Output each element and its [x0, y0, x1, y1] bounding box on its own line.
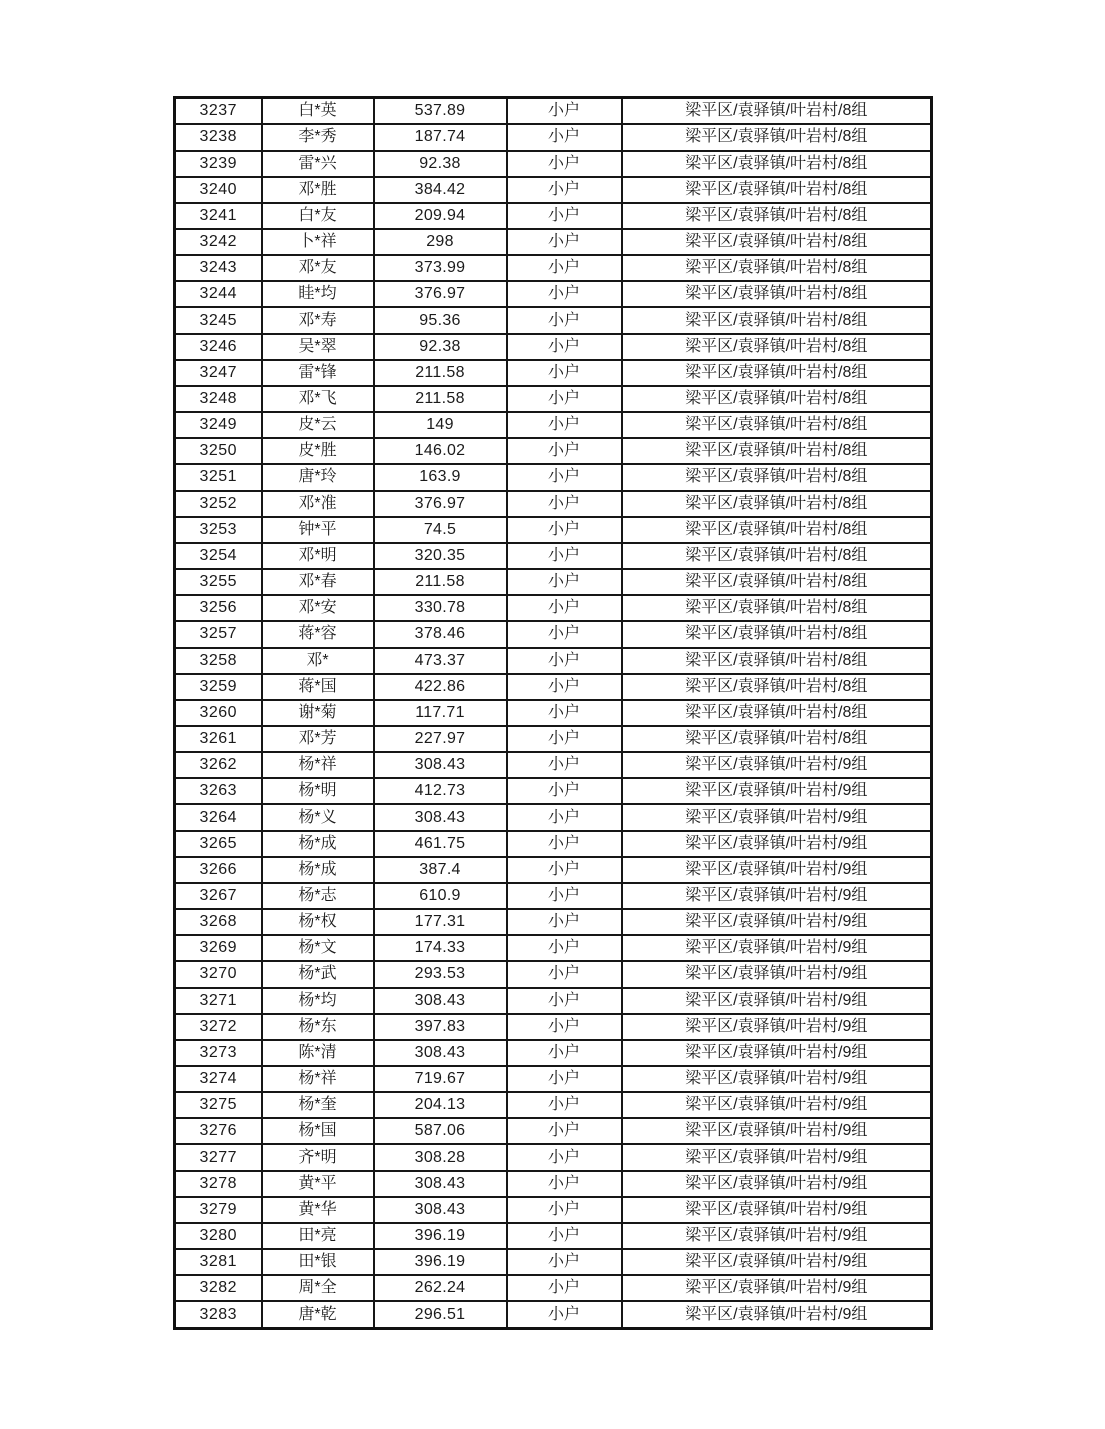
- table-row: [175, 229, 932, 255]
- cell-serial-number: 3281: [175, 1249, 262, 1275]
- cell-masked-name: 杨*明: [262, 778, 374, 804]
- cell-household-type: 小户: [507, 386, 622, 412]
- cell-masked-name: 吴*翠: [262, 334, 374, 360]
- cell-area-value: 378.46: [374, 621, 507, 647]
- table-row: [175, 255, 932, 281]
- cell-household-type: 小户: [507, 648, 622, 674]
- cell-household-type: 小户: [507, 491, 622, 517]
- cell-masked-name: 邓*春: [262, 569, 374, 595]
- table-row: [175, 491, 932, 517]
- cell-serial-number: 3240: [175, 177, 262, 203]
- cell-address: 梁平区/袁驿镇/叶岩村/9组: [622, 1092, 932, 1118]
- cell-address: 梁平区/袁驿镇/叶岩村/8组: [622, 726, 932, 752]
- table-row: [175, 857, 932, 883]
- cell-address: 梁平区/袁驿镇/叶岩村/9组: [622, 961, 932, 987]
- table-row: [175, 778, 932, 804]
- cell-area-value: 308.43: [374, 1040, 507, 1066]
- cell-masked-name: 杨*东: [262, 1014, 374, 1040]
- cell-masked-name: 杨*国: [262, 1118, 374, 1144]
- cell-household-type: 小户: [507, 1171, 622, 1197]
- cell-serial-number: 3274: [175, 1066, 262, 1092]
- cell-masked-name: 黄*平: [262, 1171, 374, 1197]
- table-row: [175, 151, 932, 177]
- cell-masked-name: 邓*飞: [262, 386, 374, 412]
- cell-household-type: 小户: [507, 517, 622, 543]
- cell-area-value: 396.19: [374, 1223, 507, 1249]
- cell-address: 梁平区/袁驿镇/叶岩村/9组: [622, 857, 932, 883]
- cell-household-type: 小户: [507, 726, 622, 752]
- table-row: [175, 124, 932, 150]
- cell-address: 梁平区/袁驿镇/叶岩村/9组: [622, 988, 932, 1014]
- cell-serial-number: 3251: [175, 464, 262, 490]
- cell-serial-number: 3269: [175, 935, 262, 961]
- cell-household-type: 小户: [507, 255, 622, 281]
- cell-household-type: 小户: [507, 935, 622, 961]
- cell-area-value: 92.38: [374, 334, 507, 360]
- cell-masked-name: 黄*华: [262, 1197, 374, 1223]
- table-row: [175, 203, 932, 229]
- cell-area-value: 308.43: [374, 1197, 507, 1223]
- cell-household-type: 小户: [507, 1118, 622, 1144]
- cell-household-type: 小户: [507, 1249, 622, 1275]
- cell-area-value: 227.97: [374, 726, 507, 752]
- cell-household-type: 小户: [507, 857, 622, 883]
- household-table: [173, 96, 933, 1330]
- cell-address: 梁平区/袁驿镇/叶岩村/8组: [622, 412, 932, 438]
- cell-masked-name: 白*英: [262, 98, 374, 125]
- cell-area-value: 376.97: [374, 281, 507, 307]
- cell-area-value: 320.35: [374, 543, 507, 569]
- cell-masked-name: 杨*成: [262, 831, 374, 857]
- cell-serial-number: 3279: [175, 1197, 262, 1223]
- table-row: [175, 177, 932, 203]
- cell-household-type: 小户: [507, 412, 622, 438]
- cell-serial-number: 3276: [175, 1118, 262, 1144]
- cell-serial-number: 3250: [175, 438, 262, 464]
- cell-masked-name: 齐*明: [262, 1144, 374, 1170]
- cell-area-value: 384.42: [374, 177, 507, 203]
- table-row: [175, 1066, 932, 1092]
- cell-household-type: 小户: [507, 831, 622, 857]
- cell-area-value: 473.37: [374, 648, 507, 674]
- cell-serial-number: 3261: [175, 726, 262, 752]
- cell-address: 梁平区/袁驿镇/叶岩村/9组: [622, 1144, 932, 1170]
- cell-masked-name: 邓*准: [262, 491, 374, 517]
- cell-masked-name: 蒋*国: [262, 674, 374, 700]
- cell-masked-name: 邓*友: [262, 255, 374, 281]
- cell-area-value: 376.97: [374, 491, 507, 517]
- cell-household-type: 小户: [507, 1066, 622, 1092]
- cell-area-value: 461.75: [374, 831, 507, 857]
- cell-masked-name: 眭*均: [262, 281, 374, 307]
- cell-serial-number: 3256: [175, 595, 262, 621]
- cell-serial-number: 3270: [175, 961, 262, 987]
- cell-household-type: 小户: [507, 883, 622, 909]
- cell-masked-name: 李*秀: [262, 124, 374, 150]
- cell-address: 梁平区/袁驿镇/叶岩村/9组: [622, 752, 932, 778]
- cell-address: 梁平区/袁驿镇/叶岩村/8组: [622, 674, 932, 700]
- cell-address: 梁平区/袁驿镇/叶岩村/8组: [622, 700, 932, 726]
- cell-masked-name: 卜*祥: [262, 229, 374, 255]
- cell-masked-name: 杨*义: [262, 804, 374, 830]
- cell-area-value: 298: [374, 229, 507, 255]
- cell-area-value: 293.53: [374, 961, 507, 987]
- table-row: [175, 909, 932, 935]
- cell-household-type: 小户: [507, 595, 622, 621]
- cell-serial-number: 3280: [175, 1223, 262, 1249]
- table-row: [175, 883, 932, 909]
- cell-address: 梁平区/袁驿镇/叶岩村/9组: [622, 1171, 932, 1197]
- cell-masked-name: 周*全: [262, 1275, 374, 1301]
- cell-serial-number: 3275: [175, 1092, 262, 1118]
- cell-address: 梁平区/袁驿镇/叶岩村/9组: [622, 778, 932, 804]
- cell-household-type: 小户: [507, 543, 622, 569]
- cell-household-type: 小户: [507, 177, 622, 203]
- cell-household-type: 小户: [507, 334, 622, 360]
- table-row: [175, 281, 932, 307]
- cell-serial-number: 3252: [175, 491, 262, 517]
- cell-household-type: 小户: [507, 1197, 622, 1223]
- table-row: [175, 621, 932, 647]
- table-row: [175, 464, 932, 490]
- cell-area-value: 187.74: [374, 124, 507, 150]
- cell-household-type: 小户: [507, 621, 622, 647]
- cell-masked-name: 邓*胜: [262, 177, 374, 203]
- cell-masked-name: 杨*祥: [262, 1066, 374, 1092]
- table-row: [175, 98, 932, 125]
- cell-address: 梁平区/袁驿镇/叶岩村/9组: [622, 1066, 932, 1092]
- cell-address: 梁平区/袁驿镇/叶岩村/8组: [622, 360, 932, 386]
- cell-serial-number: 3247: [175, 360, 262, 386]
- cell-address: 梁平区/袁驿镇/叶岩村/9组: [622, 883, 932, 909]
- cell-address: 梁平区/袁驿镇/叶岩村/8组: [622, 543, 932, 569]
- table-row: [175, 674, 932, 700]
- cell-area-value: 537.89: [374, 98, 507, 125]
- cell-area-value: 149: [374, 412, 507, 438]
- cell-masked-name: 皮*云: [262, 412, 374, 438]
- cell-serial-number: 3257: [175, 621, 262, 647]
- cell-area-value: 610.9: [374, 883, 507, 909]
- cell-area-value: 95.36: [374, 307, 507, 333]
- table-row: [175, 831, 932, 857]
- cell-masked-name: 邓*寿: [262, 307, 374, 333]
- cell-area-value: 308.43: [374, 752, 507, 778]
- cell-area-value: 308.28: [374, 1144, 507, 1170]
- cell-area-value: 422.86: [374, 674, 507, 700]
- cell-address: 梁平区/袁驿镇/叶岩村/9组: [622, 1249, 932, 1275]
- cell-area-value: 308.43: [374, 1171, 507, 1197]
- cell-area-value: 92.38: [374, 151, 507, 177]
- cell-area-value: 163.9: [374, 464, 507, 490]
- cell-area-value: 296.51: [374, 1301, 507, 1328]
- table-row: [175, 307, 932, 333]
- table-row: [175, 1223, 932, 1249]
- cell-masked-name: 杨*志: [262, 883, 374, 909]
- cell-household-type: 小户: [507, 98, 622, 125]
- cell-household-type: 小户: [507, 1014, 622, 1040]
- cell-household-type: 小户: [507, 203, 622, 229]
- table-row: [175, 386, 932, 412]
- table-row: [175, 543, 932, 569]
- cell-household-type: 小户: [507, 1223, 622, 1249]
- cell-serial-number: 3246: [175, 334, 262, 360]
- table-row: [175, 569, 932, 595]
- cell-address: 梁平区/袁驿镇/叶岩村/8组: [622, 98, 932, 125]
- cell-address: 梁平区/袁驿镇/叶岩村/8组: [622, 281, 932, 307]
- cell-household-type: 小户: [507, 988, 622, 1014]
- table-row: [175, 648, 932, 674]
- cell-area-value: 211.58: [374, 569, 507, 595]
- cell-masked-name: 邓*安: [262, 595, 374, 621]
- cell-serial-number: 3282: [175, 1275, 262, 1301]
- cell-serial-number: 3259: [175, 674, 262, 700]
- cell-address: 梁平区/袁驿镇/叶岩村/8组: [622, 648, 932, 674]
- cell-serial-number: 3265: [175, 831, 262, 857]
- cell-household-type: 小户: [507, 674, 622, 700]
- cell-area-value: 412.73: [374, 778, 507, 804]
- cell-serial-number: 3248: [175, 386, 262, 412]
- cell-masked-name: 杨*武: [262, 961, 374, 987]
- cell-masked-name: 杨*文: [262, 935, 374, 961]
- cell-masked-name: 雷*兴: [262, 151, 374, 177]
- cell-area-value: 146.02: [374, 438, 507, 464]
- cell-masked-name: 杨*奎: [262, 1092, 374, 1118]
- cell-address: 梁平区/袁驿镇/叶岩村/8组: [622, 517, 932, 543]
- cell-area-value: 396.19: [374, 1249, 507, 1275]
- cell-address: 梁平区/袁驿镇/叶岩村/8组: [622, 569, 932, 595]
- cell-serial-number: 3271: [175, 988, 262, 1014]
- table-row: [175, 1249, 932, 1275]
- table-row: [175, 726, 932, 752]
- cell-household-type: 小户: [507, 151, 622, 177]
- table-row: [175, 1301, 932, 1328]
- cell-area-value: 209.94: [374, 203, 507, 229]
- cell-serial-number: 3245: [175, 307, 262, 333]
- cell-address: 梁平区/袁驿镇/叶岩村/8组: [622, 621, 932, 647]
- cell-masked-name: 皮*胜: [262, 438, 374, 464]
- cell-household-type: 小户: [507, 1144, 622, 1170]
- table-row: [175, 1275, 932, 1301]
- cell-masked-name: 蒋*容: [262, 621, 374, 647]
- cell-masked-name: 杨*权: [262, 909, 374, 935]
- cell-address: 梁平区/袁驿镇/叶岩村/8组: [622, 177, 932, 203]
- cell-address: 梁平区/袁驿镇/叶岩村/8组: [622, 464, 932, 490]
- table-row: [175, 700, 932, 726]
- cell-serial-number: 3283: [175, 1301, 262, 1328]
- cell-address: 梁平区/袁驿镇/叶岩村/8组: [622, 595, 932, 621]
- cell-household-type: 小户: [507, 778, 622, 804]
- table-row: [175, 1118, 932, 1144]
- cell-serial-number: 3244: [175, 281, 262, 307]
- cell-masked-name: 白*友: [262, 203, 374, 229]
- cell-household-type: 小户: [507, 438, 622, 464]
- table-row: [175, 595, 932, 621]
- cell-serial-number: 3237: [175, 98, 262, 125]
- cell-address: 梁平区/袁驿镇/叶岩村/8组: [622, 255, 932, 281]
- cell-masked-name: 杨*均: [262, 988, 374, 1014]
- cell-masked-name: 钟*平: [262, 517, 374, 543]
- cell-serial-number: 3239: [175, 151, 262, 177]
- cell-address: 梁平区/袁驿镇/叶岩村/8组: [622, 124, 932, 150]
- table-row: [175, 412, 932, 438]
- table-row: [175, 360, 932, 386]
- cell-household-type: 小户: [507, 569, 622, 595]
- cell-serial-number: 3266: [175, 857, 262, 883]
- table-row: [175, 334, 932, 360]
- cell-household-type: 小户: [507, 360, 622, 386]
- cell-area-value: 719.67: [374, 1066, 507, 1092]
- cell-serial-number: 3262: [175, 752, 262, 778]
- cell-address: 梁平区/袁驿镇/叶岩村/9组: [622, 1014, 932, 1040]
- cell-address: 梁平区/袁驿镇/叶岩村/8组: [622, 151, 932, 177]
- table-row: [175, 1040, 932, 1066]
- cell-household-type: 小户: [507, 961, 622, 987]
- cell-address: 梁平区/袁驿镇/叶岩村/9组: [622, 1040, 932, 1066]
- cell-address: 梁平区/袁驿镇/叶岩村/9组: [622, 935, 932, 961]
- cell-area-value: 308.43: [374, 988, 507, 1014]
- cell-serial-number: 3253: [175, 517, 262, 543]
- table-row: [175, 1014, 932, 1040]
- cell-serial-number: 3267: [175, 883, 262, 909]
- table-row: [175, 517, 932, 543]
- cell-household-type: 小户: [507, 281, 622, 307]
- cell-serial-number: 3260: [175, 700, 262, 726]
- cell-area-value: 330.78: [374, 595, 507, 621]
- cell-address: 梁平区/袁驿镇/叶岩村/8组: [622, 438, 932, 464]
- table-row: [175, 935, 932, 961]
- cell-household-type: 小户: [507, 1092, 622, 1118]
- cell-address: 梁平区/袁驿镇/叶岩村/9组: [622, 1301, 932, 1328]
- table-row: [175, 988, 932, 1014]
- cell-serial-number: 3249: [175, 412, 262, 438]
- cell-serial-number: 3273: [175, 1040, 262, 1066]
- table-row: [175, 1092, 932, 1118]
- cell-address: 梁平区/袁驿镇/叶岩村/8组: [622, 334, 932, 360]
- cell-masked-name: 邓*明: [262, 543, 374, 569]
- cell-household-type: 小户: [507, 752, 622, 778]
- cell-household-type: 小户: [507, 1301, 622, 1328]
- cell-serial-number: 3243: [175, 255, 262, 281]
- cell-area-value: 74.5: [374, 517, 507, 543]
- cell-serial-number: 3277: [175, 1144, 262, 1170]
- cell-household-type: 小户: [507, 307, 622, 333]
- cell-serial-number: 3258: [175, 648, 262, 674]
- cell-serial-number: 3272: [175, 1014, 262, 1040]
- table-row: [175, 804, 932, 830]
- cell-address: 梁平区/袁驿镇/叶岩村/8组: [622, 386, 932, 412]
- table-row: [175, 752, 932, 778]
- cell-serial-number: 3254: [175, 543, 262, 569]
- cell-masked-name: 唐*玲: [262, 464, 374, 490]
- cell-household-type: 小户: [507, 1040, 622, 1066]
- cell-serial-number: 3242: [175, 229, 262, 255]
- cell-address: 梁平区/袁驿镇/叶岩村/9组: [622, 1223, 932, 1249]
- cell-masked-name: 雷*锋: [262, 360, 374, 386]
- cell-masked-name: 谢*菊: [262, 700, 374, 726]
- table-row: [175, 1144, 932, 1170]
- cell-masked-name: 陈*清: [262, 1040, 374, 1066]
- cell-household-type: 小户: [507, 229, 622, 255]
- cell-serial-number: 3241: [175, 203, 262, 229]
- table-row: [175, 961, 932, 987]
- cell-masked-name: 邓*: [262, 648, 374, 674]
- cell-household-type: 小户: [507, 804, 622, 830]
- cell-masked-name: 邓*芳: [262, 726, 374, 752]
- cell-serial-number: 3255: [175, 569, 262, 595]
- cell-masked-name: 田*银: [262, 1249, 374, 1275]
- table-row: [175, 1197, 932, 1223]
- cell-serial-number: 3278: [175, 1171, 262, 1197]
- cell-address: 梁平区/袁驿镇/叶岩村/8组: [622, 203, 932, 229]
- cell-household-type: 小户: [507, 124, 622, 150]
- cell-masked-name: 杨*成: [262, 857, 374, 883]
- cell-household-type: 小户: [507, 1275, 622, 1301]
- cell-serial-number: 3264: [175, 804, 262, 830]
- cell-area-value: 211.58: [374, 360, 507, 386]
- cell-area-value: 587.06: [374, 1118, 507, 1144]
- cell-household-type: 小户: [507, 909, 622, 935]
- cell-address: 梁平区/袁驿镇/叶岩村/8组: [622, 491, 932, 517]
- cell-masked-name: 唐*乾: [262, 1301, 374, 1328]
- cell-masked-name: 田*亮: [262, 1223, 374, 1249]
- cell-area-value: 174.33: [374, 935, 507, 961]
- table-row: [175, 438, 932, 464]
- cell-address: 梁平区/袁驿镇/叶岩村/9组: [622, 804, 932, 830]
- cell-masked-name: 杨*祥: [262, 752, 374, 778]
- cell-address: 梁平区/袁驿镇/叶岩村/9组: [622, 1275, 932, 1301]
- cell-address: 梁平区/袁驿镇/叶岩村/9组: [622, 1118, 932, 1144]
- cell-area-value: 117.71: [374, 700, 507, 726]
- cell-area-value: 308.43: [374, 804, 507, 830]
- cell-address: 梁平区/袁驿镇/叶岩村/8组: [622, 229, 932, 255]
- cell-area-value: 211.58: [374, 386, 507, 412]
- cell-serial-number: 3238: [175, 124, 262, 150]
- cell-area-value: 204.13: [374, 1092, 507, 1118]
- cell-household-type: 小户: [507, 700, 622, 726]
- cell-address: 梁平区/袁驿镇/叶岩村/9组: [622, 909, 932, 935]
- cell-area-value: 387.4: [374, 857, 507, 883]
- cell-area-value: 177.31: [374, 909, 507, 935]
- cell-area-value: 373.99: [374, 255, 507, 281]
- cell-address: 梁平区/袁驿镇/叶岩村/8组: [622, 307, 932, 333]
- household-table-body: [175, 98, 932, 1329]
- cell-address: 梁平区/袁驿镇/叶岩村/9组: [622, 1197, 932, 1223]
- cell-serial-number: 3263: [175, 778, 262, 804]
- cell-household-type: 小户: [507, 464, 622, 490]
- cell-area-value: 262.24: [374, 1275, 507, 1301]
- cell-address: 梁平区/袁驿镇/叶岩村/9组: [622, 831, 932, 857]
- cell-serial-number: 3268: [175, 909, 262, 935]
- table-row: [175, 1171, 932, 1197]
- cell-area-value: 397.83: [374, 1014, 507, 1040]
